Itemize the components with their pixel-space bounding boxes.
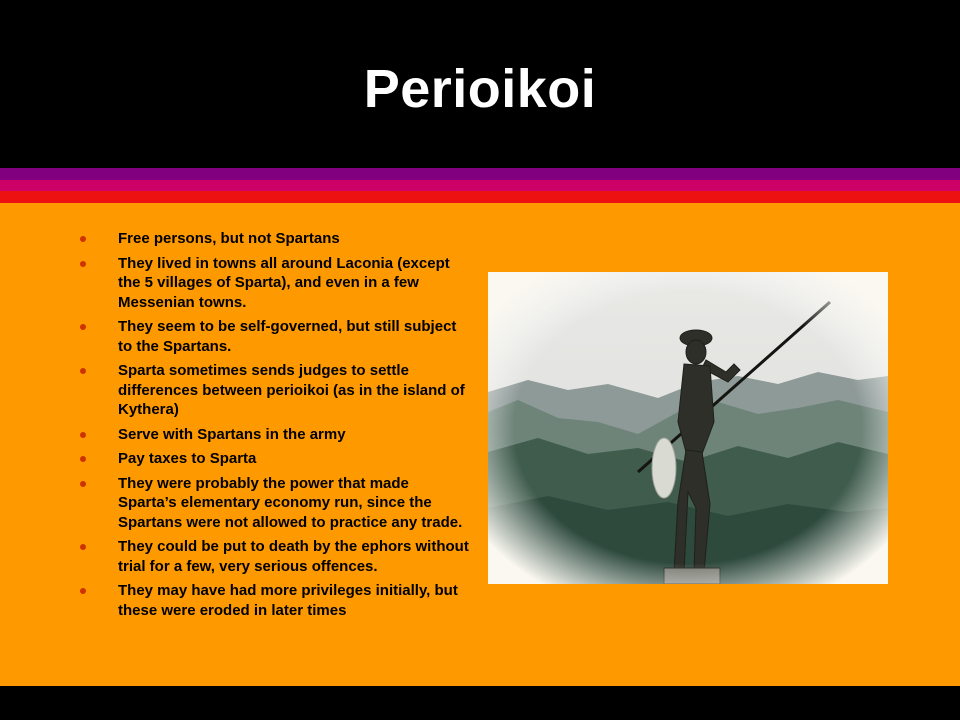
slide-title: Perioikoi <box>363 59 597 119</box>
bullet-icon <box>80 588 86 594</box>
bullet-item <box>80 317 470 356</box>
bullet-text: They lived in towns all around Laconia (except the 5 villages of Sparta), and even in a few Messenian towns. <box>118 254 450 311</box>
header-stripe-purple <box>0 168 960 180</box>
bullet-text: They could be put to death by the ephors without trial for a few, very serious offences. <box>118 538 469 575</box>
bullet-icon <box>80 432 86 438</box>
bullet-item <box>80 254 470 313</box>
bullet-item <box>80 229 470 249</box>
bullet-text: Pay taxes to Sparta <box>118 450 257 467</box>
photo-vignette <box>488 272 888 584</box>
bullet-item <box>80 581 470 620</box>
bullet-icon <box>80 544 86 550</box>
bullet-icon <box>80 368 86 374</box>
bullet-text: They were probably the power that made Sparta’s elementary economy run, since the Spartans were not allowed to practice any trade. <box>118 474 463 531</box>
bullet-text: Sparta sometimes sends judges to settle differences between perioikoi (as in the island of Kythera) <box>118 362 465 418</box>
bullet-text: Free persons, but not Spartans <box>118 230 340 247</box>
header-stripe-orange <box>0 203 960 213</box>
bullet-text: They seem to be self-governed, but still subject to the Spartans. <box>118 318 457 355</box>
bullet-icon <box>80 456 86 462</box>
bullet-list <box>80 229 470 625</box>
bullet-item <box>80 537 470 576</box>
bullet-item <box>80 361 470 420</box>
bullet-item <box>80 474 470 533</box>
header-stripe-magenta <box>0 180 960 191</box>
bullet-item <box>80 425 470 445</box>
spartan-statue-photo <box>488 272 888 584</box>
bullet-icon <box>80 261 86 267</box>
bullet-icon <box>80 481 86 487</box>
bullet-item <box>80 449 470 469</box>
bullet-icon <box>80 324 86 330</box>
slide-footer-bar <box>0 686 960 720</box>
bullet-text: Serve with Spartans in the army <box>118 425 346 443</box>
bullet-text: They may have had more privileges initially, but these were eroded in later times <box>118 582 458 619</box>
header-stripe-red <box>0 191 960 203</box>
slide-header <box>0 0 960 168</box>
bullet-icon <box>80 236 86 242</box>
